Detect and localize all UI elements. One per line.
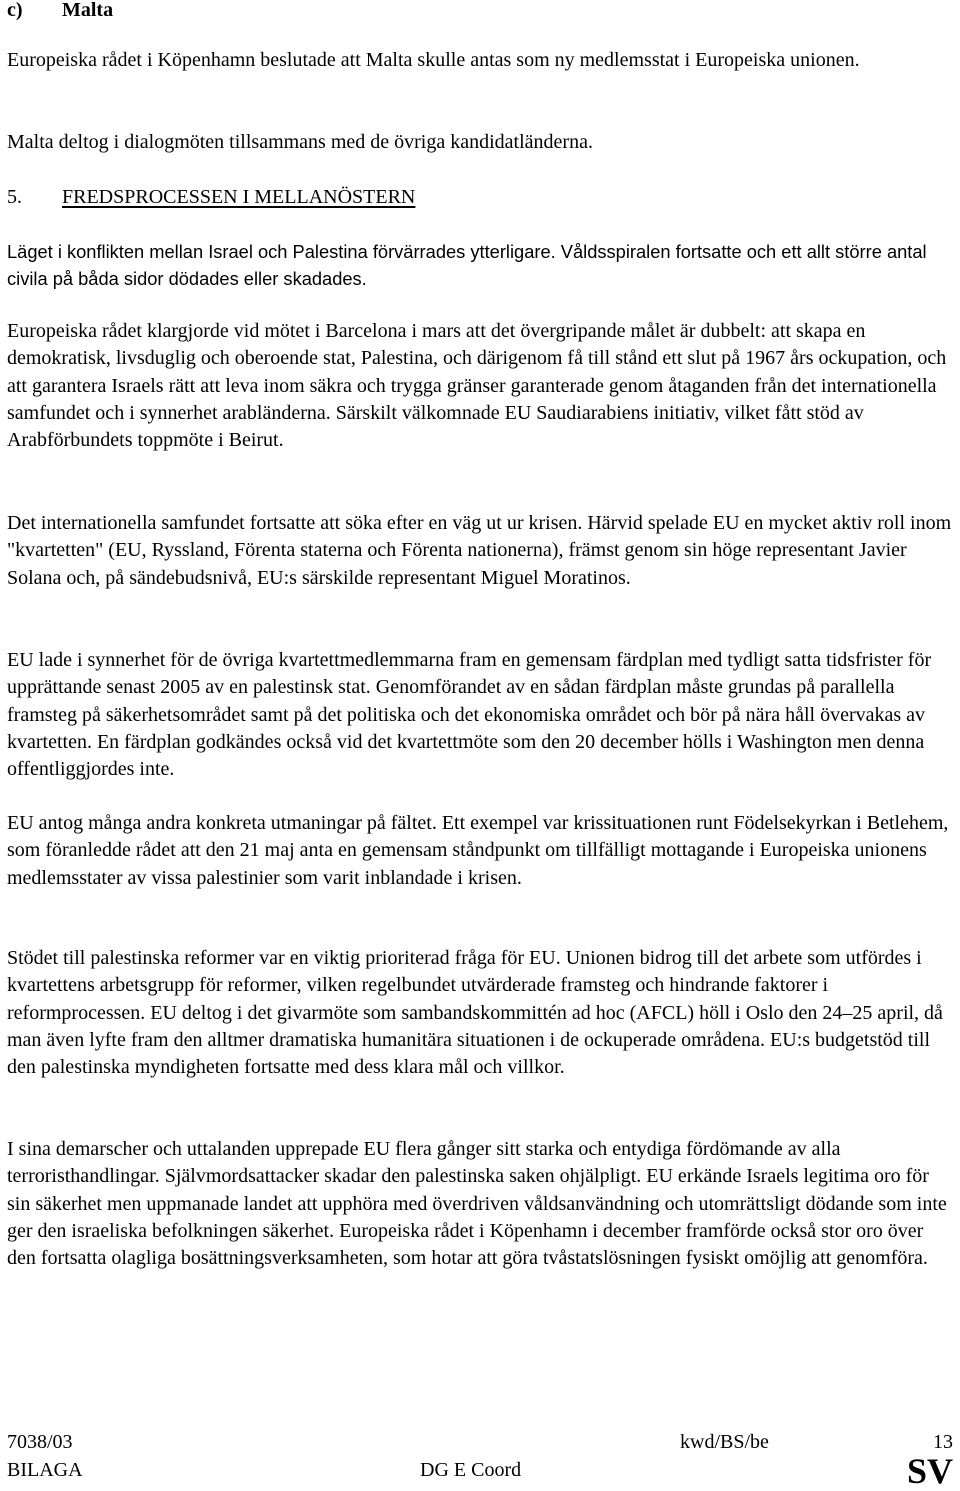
paragraph: Läget i konflikten mellan Israel och Palestina förvärrades ytterligare. Våldsspiralen fortsatte och ett allt större antal civila på båda sidor dödades eller skadades. <box>7 241 927 290</box>
chapter-number: 5. <box>7 186 22 208</box>
page-footer <box>7 1428 955 1491</box>
page-number: 13 <box>933 1431 953 1453</box>
paragraph: I sina demarscher och uttalanden upprepade EU flera gånger sitt starka och entydiga fördömande av alla terroristhandlingar. Självmordsattacker skadar den palestinska saken ohjälpligt. EU erkände Israels legitima oro för sin säkerhet men uppmanade landet att upphöra med överdriven våldsanvändning och utomrättsligt dödande som inte ger den israeliska befolkningen säkerhet. Europeiska rådet i Köpenhamn i december framförde också stor oro över den fortsatta olagliga bosättningsverksamheten, som hotar att göra tvåstatslösningen fysiskt omöjlig att genomföra. <box>7 1138 947 1270</box>
chapter-title: FREDSPROCESSEN I MELLANÖSTERN <box>62 186 416 208</box>
annex-label: BILAGA <box>7 1459 83 1481</box>
section-heading <box>7 0 113 24</box>
document-number: 7038/03 <box>7 1431 73 1453</box>
paragraph: Europeiska rådet klargjorde vid mötet i Barcelona i mars att det övergripande målet är dubbelt: att skapa en demokratisk, livsduglig och oberoende stat, Palestina, och därigenom få till stånd ett slut på 1967 års ockupation, och att garantera Israels rätt att leva inom säkra och trygga gränser garanterade genom åtaganden från det internationella samfundet och i synnerhet arabländerna. Särskilt välkomnade EU Saudiarabiens initiativ, vilket fått stöd av Arabförbundets toppmöte i Beirut. <box>7 320 947 452</box>
section-title: Malta <box>62 0 114 21</box>
paragraph: Det internationella samfundet fortsatte att söka efter en väg ut ur krisen. Härvid spelade EU en mycket aktiv roll inom "kvartetten" (EU, Ryssland, Förenta staterna och Förenta nationerna), främst genom sin höge representant Javier Solana och, på sändebudsnivå, EU:s särskilde representant Miguel Moratinos. <box>7 512 952 589</box>
paragraph: Malta deltog i dialogmöten tillsammans med de övriga kandidatländerna. <box>7 131 593 153</box>
language-code: SV <box>906 1451 953 1491</box>
chapter-heading <box>7 184 415 211</box>
section-number: c) <box>7 0 23 21</box>
reference-code: kwd/BS/be <box>680 1431 769 1453</box>
department-label: DG E Coord <box>420 1459 522 1481</box>
paragraph: EU lade i synnerhet för de övriga kvartettmedlemmarna fram en gemensam färdplan med tydligt satta tidsfrister för upprättande senast 2005 av en palestinsk stat. Genomförandet av en sådan färdplan måste grundas på parallella framsteg på säkerhetsområdet samt på det politiska och det ekonomiska området och bör på nära håll övervakas av kvartetten. En färdplan godkändes också vid det kvartettmöte som den 20 december hölls i Washington men denna offentliggjordes inte. <box>7 649 932 781</box>
paragraph: Europeiska rådet i Köpenhamn beslutade att Malta skulle antas som ny medlemsstat i Europeiska unionen. <box>7 49 860 71</box>
paragraph: Stödet till palestinska reformer var en viktig prioriterad fråga för EU. Unionen bidrog till det arbete som utfördes i kvartettens arbetsgrupp för reformer, vilken regelbundet utvärderade framsteg och hindrande faktorer i reformprocessen. EU deltog i det givarmöte som sambandskommittén ad hoc (AFCL) höll i Oslo den 24–25 april, då man även lyfte fram den alltmer dramatiska humanitära situationen i de ockuperade områdena. EU:s budgetstöd till den palestinska myndigheten fortsatte med dess klara mål och villkor. <box>7 947 943 1079</box>
paragraph: EU antog många andra konkreta utmaningar på fältet. Ett exempel var krissituationen runt Födelsekyrkan i Betlehem, som föranledde rådet att den 21 maj anta en gemensam ståndpunkt om tillfälligt mottagande i Europeiska unionens medlemsstater av vissa palestinier som varit inblandade i krisen. <box>7 812 949 889</box>
